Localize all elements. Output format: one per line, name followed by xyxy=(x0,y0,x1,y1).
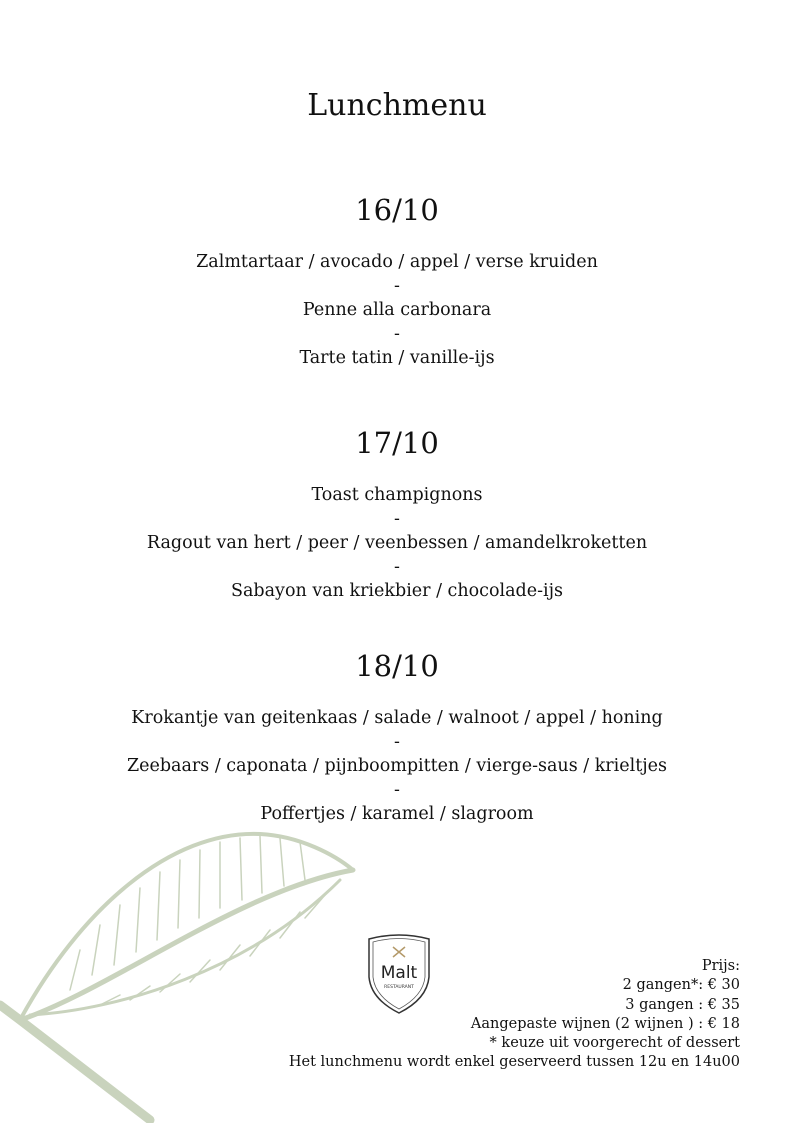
price-line: Aangepaste wijnen (2 wijnen ) : € 18 xyxy=(470,1015,740,1032)
separator: - xyxy=(394,557,400,577)
serving-hours: Het lunchmenu wordt enkel geserveerd tussen 12u en 14u00 xyxy=(288,1054,740,1071)
separator: - xyxy=(394,780,400,800)
day-section xyxy=(0,646,794,826)
page-title: Lunchmenu xyxy=(307,88,487,123)
separator: - xyxy=(394,276,400,296)
separator: - xyxy=(394,324,400,344)
course-dessert: Sabayon van kriekbier / chocolade-ijs xyxy=(231,581,563,601)
course-main: Zeebaars / caponata / pijnboompitten / vierge-saus / krieltjes xyxy=(126,756,668,776)
course-main: Ragout van hert / peer / veenbessen / amandelkroketten xyxy=(146,533,648,553)
separator: - xyxy=(394,732,400,752)
day-section xyxy=(0,423,794,603)
day-date: 18/10 xyxy=(355,649,439,683)
svg-text:Malt: Malt xyxy=(380,963,418,983)
course-dessert: Tarte tatin / vanille-ijs xyxy=(299,348,495,368)
day-date: 17/10 xyxy=(355,426,439,460)
price-line: 3 gangen : € 35 xyxy=(625,996,740,1013)
price-line: 2 gangen*: € 30 xyxy=(622,977,740,994)
course-dessert: Poffertjes / karamel / slagroom xyxy=(260,804,534,824)
svg-text:RESTAURANT: RESTAURANT xyxy=(384,985,414,990)
course-starter: Krokantje van geitenkaas / salade / walnoot / appel / honing xyxy=(131,708,663,728)
price-note: * keuze uit voorgerecht of dessert xyxy=(489,1035,740,1052)
price-info xyxy=(289,957,740,1073)
price-label: Prijs: xyxy=(701,958,740,974)
separator: - xyxy=(394,509,400,529)
course-main: Penne alla carbonara xyxy=(302,300,492,320)
course-starter: Zalmtartaar / avocado / appel / verse kruiden xyxy=(196,252,598,272)
day-date: 16/10 xyxy=(355,193,439,227)
course-starter: Toast champignons xyxy=(311,485,483,505)
day-section xyxy=(0,190,794,370)
